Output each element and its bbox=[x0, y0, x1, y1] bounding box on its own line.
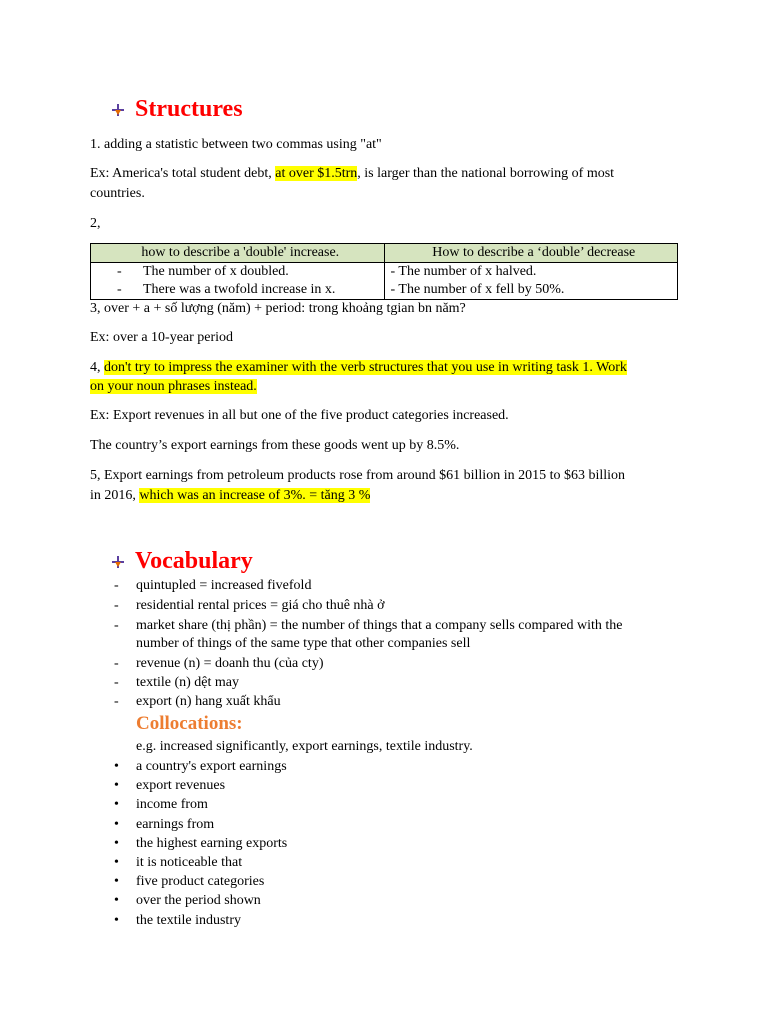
table-header-increase: how to describe a 'double' increase. bbox=[91, 244, 385, 263]
structure-item-4-line2: on your noun phrases instead. bbox=[90, 379, 257, 394]
structure-item-3: 3, over + a + số lượng (năm) + period: trong khoảng tgian bn năm? bbox=[90, 301, 466, 316]
structure-example-4b: The country’s export earnings from these goods went up by 8.5%. bbox=[90, 438, 460, 453]
structure-example-1: Ex: America's total student debt, at over $1.5trn, is larger than the national borrowing of most bbox=[90, 166, 615, 181]
structure-item-5-line2: in 2016, which was an increase of 3%. = tăng 3 % bbox=[90, 488, 371, 503]
structure-item-1: 1. adding a statistic between two commas using "at" bbox=[90, 137, 382, 152]
structure-item-5: 5, Export earnings from petroleum products rose from around $61 billion in 2015 to $63 billion bbox=[90, 468, 626, 483]
heading-bullet-icon bbox=[112, 556, 124, 568]
table-row bbox=[91, 263, 678, 300]
double-comparison-table bbox=[90, 243, 678, 300]
table-header-decrease: How to describe a ‘double’ decrease bbox=[384, 244, 678, 263]
heading-bullet-icon bbox=[112, 104, 124, 116]
vocabulary-heading: Vocabulary bbox=[135, 548, 253, 574]
structure-example-4: Ex: Export revenues in all but one of the five product categories increased. bbox=[90, 408, 509, 423]
highlight: at over $1.5trn bbox=[275, 166, 358, 181]
collocations-heading: Collocations: bbox=[136, 713, 243, 734]
table-header-row bbox=[91, 244, 678, 263]
structure-example-3: Ex: over a 10-year period bbox=[90, 330, 234, 345]
table-cell-increase: - The number of x doubled. - There was a twofold increase in x. bbox=[91, 263, 385, 300]
table-cell-decrease: - The number of x halved. - The number of x fell by 50%. bbox=[384, 263, 678, 300]
structure-item-4: 4, don't try to impress the examiner with the verb structures that you use in writing task 1. Work bbox=[90, 360, 627, 375]
structure-item-2: 2, bbox=[90, 216, 101, 231]
structures-heading: Structures bbox=[135, 96, 243, 122]
structure-example-1-line2: countries. bbox=[90, 186, 145, 201]
